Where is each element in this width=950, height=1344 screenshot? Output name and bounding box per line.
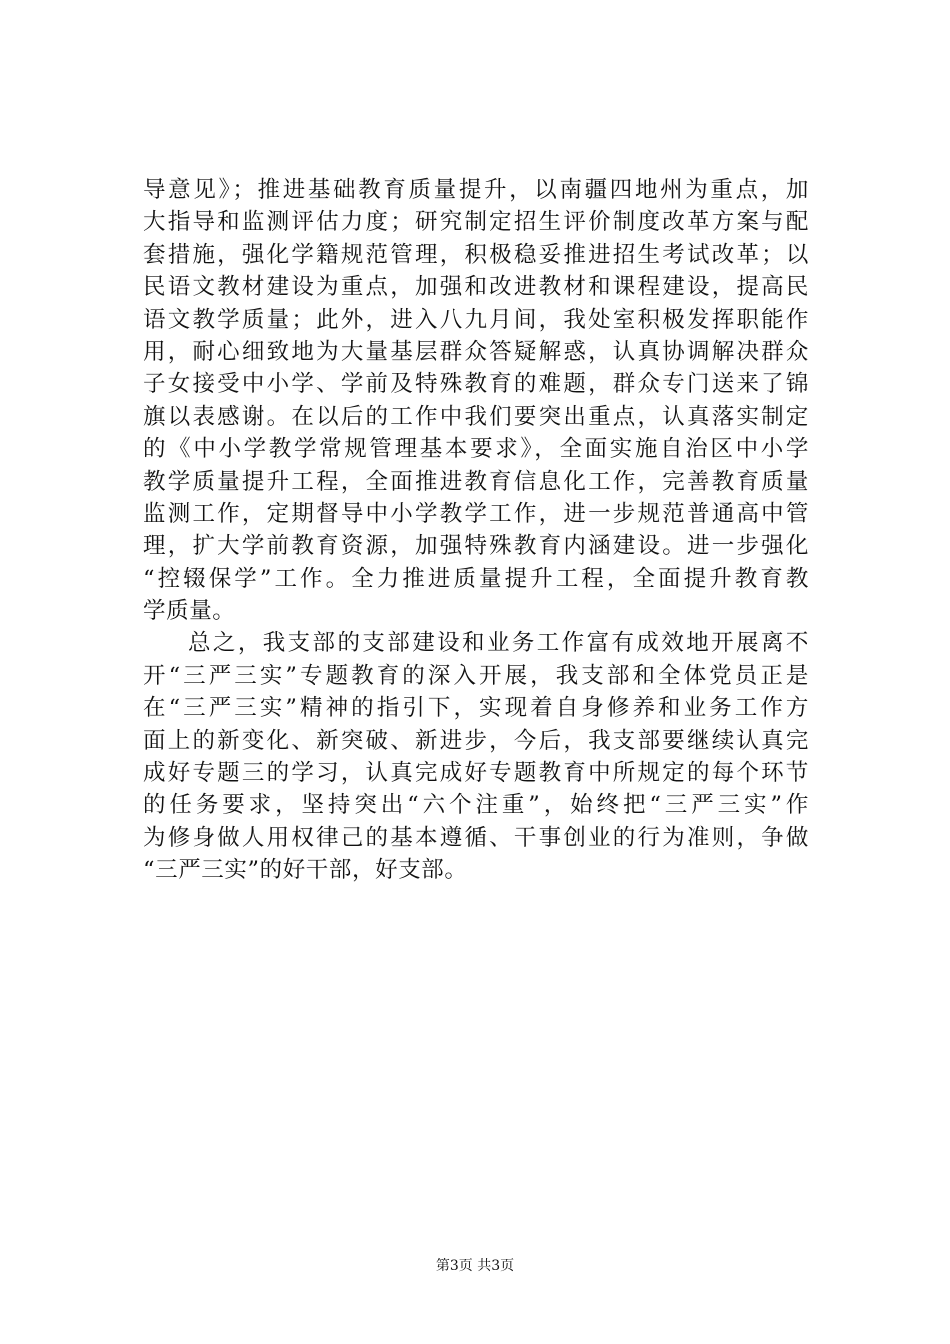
paragraph-1 bbox=[143, 174, 809, 627]
text-line: 在“三严三实”精神的指引下，实现着自身修养和业务工作方 bbox=[143, 695, 809, 722]
text-line: 面上的新变化、新突破、新进步，今后，我支部要继续认真完 bbox=[143, 727, 809, 754]
text-line: 学质量。 bbox=[143, 598, 236, 625]
text-line: 导意见》；推进基础教育质量提升，以南疆四地州为重点，加 bbox=[143, 177, 809, 203]
text-line: 子女接受中小学、学前及特殊教育的难题，群众专门送来了锦 bbox=[143, 371, 809, 398]
text-line: 理，扩大学前教育资源，加强特殊教育内涵建设。进一步强化 bbox=[143, 533, 809, 560]
text-line: “控辍保学”工作。全力推进质量提升工程，全面提升教育教 bbox=[143, 565, 809, 592]
document-body bbox=[143, 174, 809, 887]
text-line: 总之，我支部的支部建设和业务工作富有成效地开展离不 bbox=[188, 630, 809, 657]
text-line: 语文教学质量；此外，进入八九月间，我处室积极发挥职能作 bbox=[143, 306, 809, 333]
text-line: 开“三严三实”专题教育的深入开展，我支部和全体党员正是 bbox=[143, 662, 809, 689]
paragraph-2 bbox=[143, 627, 809, 886]
text-line: “三严三实”的好干部，好支部。 bbox=[143, 857, 468, 884]
text-line: 旗以表感谢。在以后的工作中我们要突出重点，认真落实制定 bbox=[143, 403, 809, 430]
text-line: 用，耐心细致地为大量基层群众答疑解惑，认真协调解决群众 bbox=[143, 338, 809, 365]
text-line: 监测工作，定期督导中小学教学工作，进一步规范普通高中管 bbox=[143, 500, 809, 527]
page-number-footer: 第3页 共3页 bbox=[435, 1258, 515, 1274]
text-line: 民语文教材建设为重点，加强和改进教材和课程建设，提高民 bbox=[143, 274, 809, 301]
text-line: 的任务要求，坚持突出“六个注重”，始终把“三严三实”作 bbox=[143, 792, 809, 819]
text-line: 成好专题三的学习，认真完成好专题教育中所规定的每个环节 bbox=[143, 760, 809, 787]
text-line: 的《中小学教学常规管理基本要求》，全面实施自治区中小学 bbox=[143, 436, 809, 463]
text-line: 教学质量提升工程，全面推进教育信息化工作，完善教育质量 bbox=[143, 468, 809, 495]
text-line: 大指导和监测评估力度；研究制定招生评价制度改革方案与配 bbox=[143, 209, 809, 236]
text-line: 套措施，强化学籍规范管理，积极稳妥推进招生考试改革；以 bbox=[143, 241, 809, 268]
text-line: 为修身做人用权律己的基本遵循、干事创业的行为准则，争做 bbox=[143, 824, 809, 851]
